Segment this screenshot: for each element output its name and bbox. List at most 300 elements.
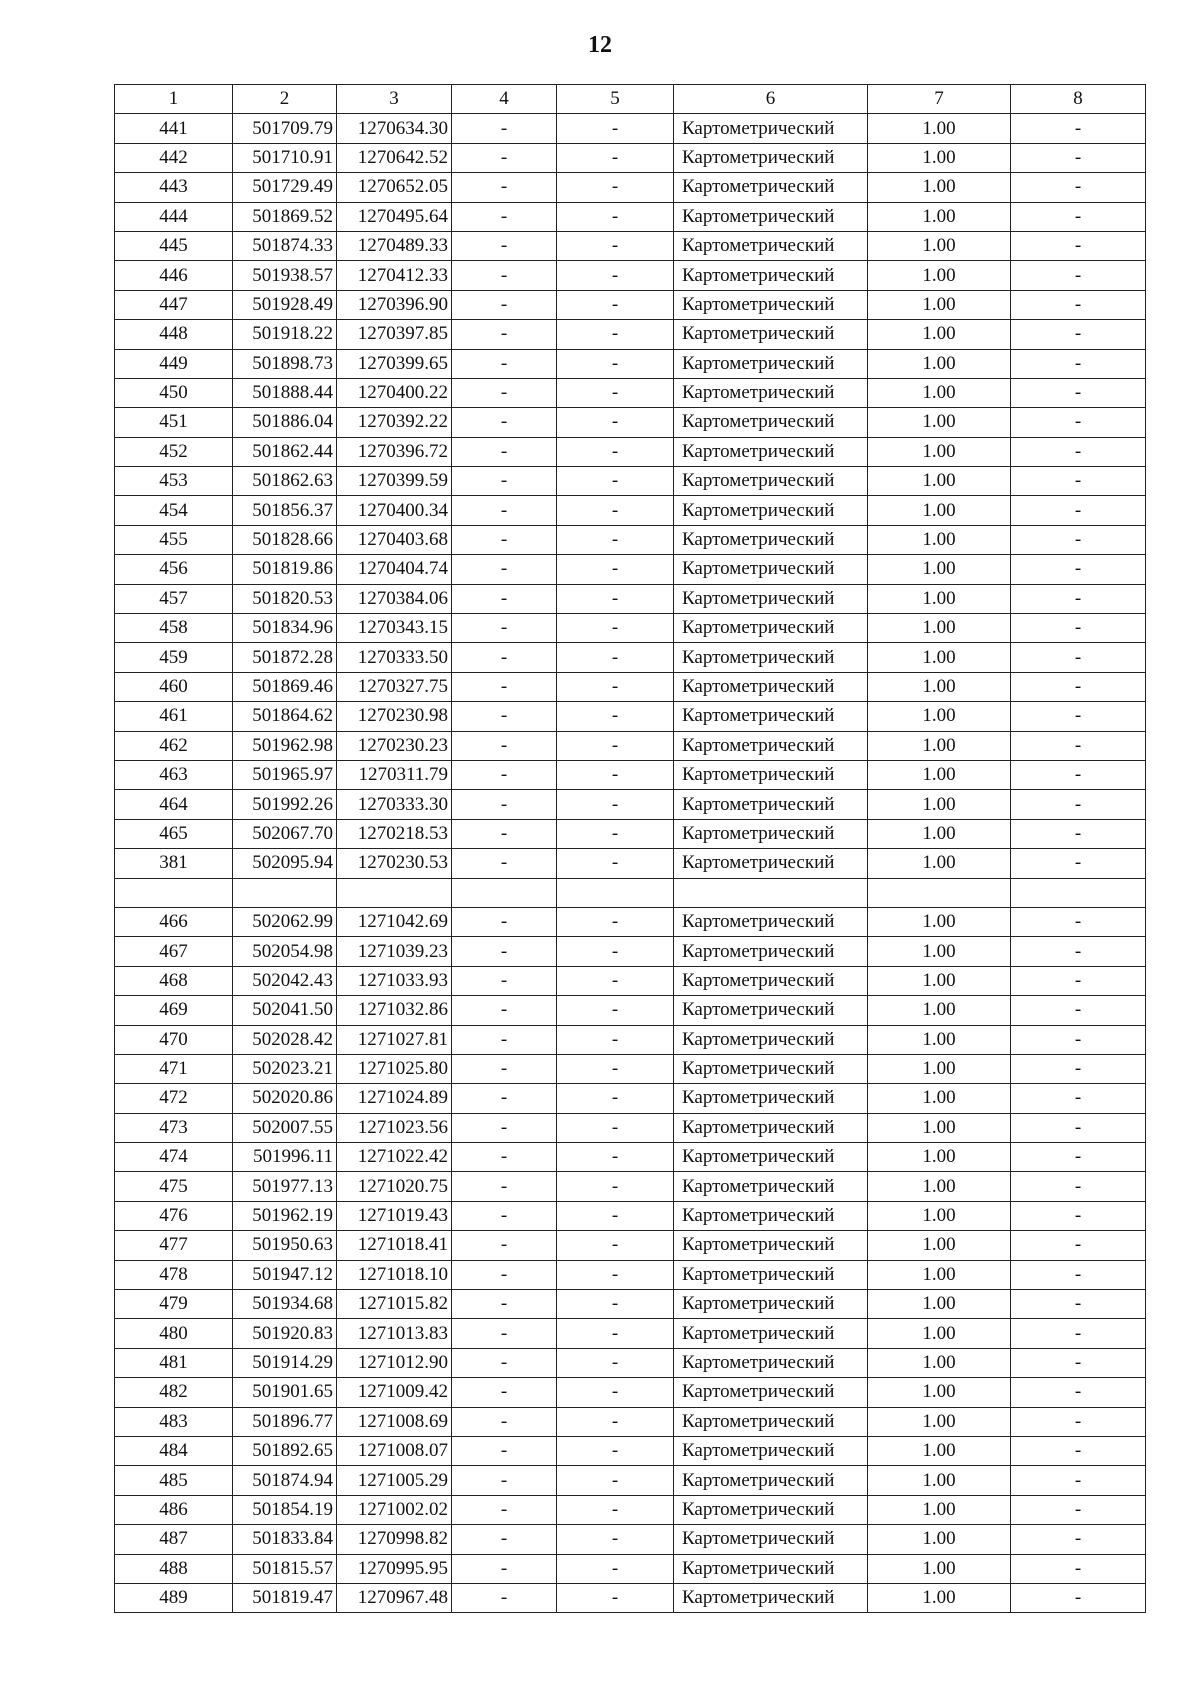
precision-cell: 1.00: [868, 261, 1011, 290]
column-4-cell: -: [452, 996, 557, 1025]
y-coordinate-cell: 1270230.23: [337, 731, 452, 760]
y-coordinate-cell: 1270218.53: [337, 819, 452, 848]
point-number-cell: 468: [115, 966, 233, 995]
point-number-cell: 470: [115, 1025, 233, 1054]
column-4-cell: -: [452, 1407, 557, 1436]
column-8-cell: -: [1011, 1054, 1146, 1083]
y-coordinate-cell: 1270333.30: [337, 790, 452, 819]
column-4-cell: -: [452, 614, 557, 643]
point-number-cell: 453: [115, 467, 233, 496]
method-cell: Картометрический: [674, 1201, 868, 1230]
table-row: [115, 1143, 1146, 1172]
y-coordinate-cell: 1270400.34: [337, 496, 452, 525]
x-coordinate-cell: 501862.63: [233, 467, 337, 496]
precision-cell: 1.00: [868, 437, 1011, 466]
column-8-cell: -: [1011, 1583, 1146, 1612]
precision-cell: 1.00: [868, 173, 1011, 202]
y-coordinate-cell: 1270392.22: [337, 408, 452, 437]
column-header: 7: [868, 85, 1011, 114]
column-4-cell: -: [452, 1113, 557, 1142]
point-number-cell: 482: [115, 1378, 233, 1407]
column-8-cell: -: [1011, 1025, 1146, 1054]
point-number-cell: 475: [115, 1172, 233, 1201]
x-coordinate-cell: 501928.49: [233, 290, 337, 319]
table-row: [115, 408, 1146, 437]
table-row: [115, 496, 1146, 525]
column-8-cell: [1011, 878, 1146, 907]
column-4-cell: -: [452, 672, 557, 701]
column-header: 3: [337, 85, 452, 114]
precision-cell: 1.00: [868, 1172, 1011, 1201]
column-4-cell: -: [452, 1495, 557, 1524]
column-5-cell: -: [557, 1113, 674, 1142]
point-number-cell: 471: [115, 1054, 233, 1083]
precision-cell: 1.00: [868, 320, 1011, 349]
table-row: [115, 1525, 1146, 1554]
method-cell: Картометрический: [674, 1113, 868, 1142]
point-number-cell: 479: [115, 1290, 233, 1319]
column-4-cell: -: [452, 1466, 557, 1495]
column-4-cell: -: [452, 1172, 557, 1201]
table-row: [115, 378, 1146, 407]
column-5-cell: -: [557, 1583, 674, 1612]
column-8-cell: -: [1011, 907, 1146, 936]
column-8-cell: -: [1011, 1084, 1146, 1113]
column-5-cell: -: [557, 114, 674, 143]
point-number-cell: 476: [115, 1201, 233, 1230]
x-coordinate-cell: 501947.12: [233, 1260, 337, 1289]
method-cell: Картометрический: [674, 1260, 868, 1289]
column-4-cell: -: [452, 1260, 557, 1289]
table-row: [115, 937, 1146, 966]
x-coordinate-cell: 501896.77: [233, 1407, 337, 1436]
method-cell: Картометрический: [674, 1466, 868, 1495]
column-5-cell: -: [557, 584, 674, 613]
x-coordinate-cell: 501938.57: [233, 261, 337, 290]
precision-cell: [868, 878, 1011, 907]
precision-cell: 1.00: [868, 1466, 1011, 1495]
y-coordinate-cell: 1270967.48: [337, 1583, 452, 1612]
y-coordinate-cell: 1271015.82: [337, 1290, 452, 1319]
precision-cell: 1.00: [868, 643, 1011, 672]
point-number-cell: 442: [115, 143, 233, 172]
point-number-cell: 469: [115, 996, 233, 1025]
method-cell: Картометрический: [674, 261, 868, 290]
column-8-cell: -: [1011, 849, 1146, 878]
method-cell: Картометрический: [674, 731, 868, 760]
column-4-cell: -: [452, 349, 557, 378]
y-coordinate-cell: 1270489.33: [337, 231, 452, 260]
table-row: [115, 1378, 1146, 1407]
column-4-cell: -: [452, 261, 557, 290]
precision-cell: 1.00: [868, 584, 1011, 613]
column-5-cell: -: [557, 614, 674, 643]
precision-cell: 1.00: [868, 290, 1011, 319]
column-4-cell: -: [452, 1143, 557, 1172]
table-row: [115, 1054, 1146, 1083]
precision-cell: 1.00: [868, 496, 1011, 525]
method-cell: Картометрический: [674, 202, 868, 231]
column-5-cell: -: [557, 173, 674, 202]
column-4-cell: -: [452, 1436, 557, 1465]
table-row: [115, 849, 1146, 878]
column-5-cell: -: [557, 1495, 674, 1524]
precision-cell: 1.00: [868, 1525, 1011, 1554]
precision-cell: 1.00: [868, 1348, 1011, 1377]
point-number-cell: 449: [115, 349, 233, 378]
column-8-cell: -: [1011, 731, 1146, 760]
method-cell: Картометрический: [674, 1495, 868, 1524]
method-cell: Картометрический: [674, 1084, 868, 1113]
y-coordinate-cell: 1270404.74: [337, 555, 452, 584]
precision-cell: 1.00: [868, 819, 1011, 848]
method-cell: Картометрический: [674, 790, 868, 819]
column-8-cell: -: [1011, 143, 1146, 172]
column-4-cell: -: [452, 1525, 557, 1554]
precision-cell: 1.00: [868, 1319, 1011, 1348]
x-coordinate-cell: 501864.62: [233, 702, 337, 731]
column-4-cell: -: [452, 525, 557, 554]
column-4-cell: -: [452, 1201, 557, 1230]
x-coordinate-cell: 501901.65: [233, 1378, 337, 1407]
column-8-cell: -: [1011, 1348, 1146, 1377]
table-row: [115, 320, 1146, 349]
y-coordinate-cell: 1271013.83: [337, 1319, 452, 1348]
column-8-cell: -: [1011, 231, 1146, 260]
column-5-cell: -: [557, 1025, 674, 1054]
column-4-cell: -: [452, 320, 557, 349]
method-cell: Картометрический: [674, 1172, 868, 1201]
method-cell: Картометрический: [674, 408, 868, 437]
column-8-cell: -: [1011, 672, 1146, 701]
x-coordinate-cell: 501815.57: [233, 1554, 337, 1583]
precision-cell: 1.00: [868, 1436, 1011, 1465]
x-coordinate-cell: 501950.63: [233, 1231, 337, 1260]
table-row: [115, 1025, 1146, 1054]
x-coordinate-cell: 501977.13: [233, 1172, 337, 1201]
column-4-cell: -: [452, 937, 557, 966]
point-number-cell: 455: [115, 525, 233, 554]
column-5-cell: -: [557, 437, 674, 466]
column-4-cell: -: [452, 1378, 557, 1407]
table-row: [115, 231, 1146, 260]
table-row: [115, 1290, 1146, 1319]
column-4-cell: -: [452, 231, 557, 260]
x-coordinate-cell: 501854.19: [233, 1495, 337, 1524]
method-cell: Картометрический: [674, 467, 868, 496]
column-8-cell: -: [1011, 1407, 1146, 1436]
precision-cell: 1.00: [868, 1290, 1011, 1319]
y-coordinate-cell: 1271023.56: [337, 1113, 452, 1142]
table-row: [115, 1554, 1146, 1583]
point-number-cell: 473: [115, 1113, 233, 1142]
table-row: [115, 555, 1146, 584]
column-5-cell: -: [557, 907, 674, 936]
column-8-cell: -: [1011, 1495, 1146, 1524]
y-coordinate-cell: 1271020.75: [337, 1172, 452, 1201]
column-8-cell: -: [1011, 996, 1146, 1025]
method-cell: Картометрический: [674, 496, 868, 525]
column-4-cell: -: [452, 966, 557, 995]
precision-cell: 1.00: [868, 614, 1011, 643]
column-5-cell: -: [557, 702, 674, 731]
table-row: [115, 290, 1146, 319]
precision-cell: 1.00: [868, 1201, 1011, 1230]
column-5-cell: -: [557, 819, 674, 848]
column-4-cell: -: [452, 1231, 557, 1260]
column-8-cell: -: [1011, 1525, 1146, 1554]
method-cell: Картометрический: [674, 966, 868, 995]
table-row: [115, 672, 1146, 701]
x-coordinate-cell: 501872.28: [233, 643, 337, 672]
column-4-cell: -: [452, 496, 557, 525]
y-coordinate-cell: 1271002.02: [337, 1495, 452, 1524]
column-8-cell: -: [1011, 525, 1146, 554]
method-cell: Картометрический: [674, 614, 868, 643]
column-8-cell: -: [1011, 320, 1146, 349]
method-cell: Картометрический: [674, 1378, 868, 1407]
precision-cell: 1.00: [868, 143, 1011, 172]
point-number-cell: 441: [115, 114, 233, 143]
y-coordinate-cell: 1270399.65: [337, 349, 452, 378]
column-8-cell: -: [1011, 614, 1146, 643]
precision-cell: 1.00: [868, 937, 1011, 966]
column-5-cell: -: [557, 996, 674, 1025]
method-cell: Картометрический: [674, 1319, 868, 1348]
precision-cell: 1.00: [868, 996, 1011, 1025]
column-header: 6: [674, 85, 868, 114]
table-row: [115, 878, 1146, 907]
y-coordinate-cell: 1270311.79: [337, 760, 452, 789]
x-coordinate-cell: 501874.33: [233, 231, 337, 260]
column-8-cell: -: [1011, 643, 1146, 672]
column-header: 8: [1011, 85, 1146, 114]
table-row: [115, 1231, 1146, 1260]
x-coordinate-cell: 501965.97: [233, 760, 337, 789]
table-row: [115, 1466, 1146, 1495]
method-cell: Картометрический: [674, 173, 868, 202]
precision-cell: 1.00: [868, 760, 1011, 789]
precision-cell: 1.00: [868, 1231, 1011, 1260]
column-5-cell: -: [557, 1201, 674, 1230]
x-coordinate-cell: 501992.26: [233, 790, 337, 819]
y-coordinate-cell: 1270397.85: [337, 320, 452, 349]
column-8-cell: -: [1011, 1201, 1146, 1230]
column-5-cell: -: [557, 261, 674, 290]
column-8-cell: -: [1011, 584, 1146, 613]
table-row: [115, 261, 1146, 290]
point-number-cell: 444: [115, 202, 233, 231]
column-8-cell: -: [1011, 1554, 1146, 1583]
table-row: [115, 1319, 1146, 1348]
y-coordinate-cell: 1271039.23: [337, 937, 452, 966]
method-cell: Картометрический: [674, 1290, 868, 1319]
method-cell: Картометрический: [674, 819, 868, 848]
precision-cell: 1.00: [868, 790, 1011, 819]
point-number-cell: 489: [115, 1583, 233, 1612]
y-coordinate-cell: 1270396.90: [337, 290, 452, 319]
method-cell: Картометрический: [674, 143, 868, 172]
column-5-cell: -: [557, 643, 674, 672]
method-cell: Картометрический: [674, 702, 868, 731]
precision-cell: 1.00: [868, 378, 1011, 407]
column-8-cell: -: [1011, 408, 1146, 437]
column-5-cell: -: [557, 760, 674, 789]
column-8-cell: -: [1011, 1260, 1146, 1289]
column-header: 2: [233, 85, 337, 114]
method-cell: Картометрический: [674, 672, 868, 701]
column-4-cell: -: [452, 702, 557, 731]
y-coordinate-cell: 1271033.93: [337, 966, 452, 995]
point-number-cell: 448: [115, 320, 233, 349]
y-coordinate-cell: 1271027.81: [337, 1025, 452, 1054]
table-row: [115, 202, 1146, 231]
x-coordinate-cell: 502095.94: [233, 849, 337, 878]
y-coordinate-cell: 1270399.59: [337, 467, 452, 496]
point-number-cell: 461: [115, 702, 233, 731]
column-5-cell: -: [557, 1378, 674, 1407]
method-cell: Картометрический: [674, 1025, 868, 1054]
column-5-cell: -: [557, 966, 674, 995]
table-row: [115, 467, 1146, 496]
y-coordinate-cell: 1270998.82: [337, 1525, 452, 1554]
column-header: 1: [115, 85, 233, 114]
column-8-cell: -: [1011, 760, 1146, 789]
point-number-cell: 485: [115, 1466, 233, 1495]
column-5-cell: -: [557, 320, 674, 349]
method-cell: Картометрический: [674, 1054, 868, 1083]
column-5-cell: -: [557, 467, 674, 496]
column-4-cell: -: [452, 819, 557, 848]
table-row: [115, 819, 1146, 848]
y-coordinate-cell: 1271008.07: [337, 1436, 452, 1465]
x-coordinate-cell: 501886.04: [233, 408, 337, 437]
method-cell: Картометрический: [674, 849, 868, 878]
column-4-cell: -: [452, 173, 557, 202]
column-5-cell: -: [557, 1084, 674, 1113]
column-4-cell: -: [452, 143, 557, 172]
method-cell: Картометрический: [674, 643, 868, 672]
column-4-cell: -: [452, 643, 557, 672]
x-coordinate-cell: 501962.98: [233, 731, 337, 760]
method-cell: Картометрический: [674, 231, 868, 260]
point-number-cell: 443: [115, 173, 233, 202]
point-number-cell: 464: [115, 790, 233, 819]
point-number-cell: 456: [115, 555, 233, 584]
precision-cell: 1.00: [868, 1407, 1011, 1436]
page-number: 12: [588, 32, 612, 58]
x-coordinate-cell: 502062.99: [233, 907, 337, 936]
table-body: [115, 114, 1146, 1613]
y-coordinate-cell: 1270343.15: [337, 614, 452, 643]
x-coordinate-cell: 501819.47: [233, 1583, 337, 1612]
y-coordinate-cell: 1270412.33: [337, 261, 452, 290]
point-number-cell: 484: [115, 1436, 233, 1465]
method-cell: Картометрический: [674, 114, 868, 143]
column-5-cell: -: [557, 378, 674, 407]
column-8-cell: -: [1011, 1378, 1146, 1407]
column-4-cell: -: [452, 849, 557, 878]
x-coordinate-cell: 501828.66: [233, 525, 337, 554]
column-4-cell: -: [452, 731, 557, 760]
x-coordinate-cell: 502054.98: [233, 937, 337, 966]
point-number-cell: 481: [115, 1348, 233, 1377]
point-number-cell: 466: [115, 907, 233, 936]
column-5-cell: -: [557, 290, 674, 319]
column-5-cell: -: [557, 555, 674, 584]
method-cell: Картометрический: [674, 907, 868, 936]
table-row: [115, 1407, 1146, 1436]
x-coordinate-cell: 502067.70: [233, 819, 337, 848]
column-8-cell: -: [1011, 1466, 1146, 1495]
column-4-cell: -: [452, 1084, 557, 1113]
point-number-cell: 477: [115, 1231, 233, 1260]
column-4-cell: -: [452, 555, 557, 584]
point-number-cell: 454: [115, 496, 233, 525]
x-coordinate-cell: 502042.43: [233, 966, 337, 995]
y-coordinate-cell: 1271025.80: [337, 1054, 452, 1083]
column-4-cell: -: [452, 290, 557, 319]
table-row: [115, 1583, 1146, 1612]
point-number-cell: 450: [115, 378, 233, 407]
y-coordinate-cell: 1271018.41: [337, 1231, 452, 1260]
y-coordinate-cell: 1271005.29: [337, 1466, 452, 1495]
column-8-cell: -: [1011, 1319, 1146, 1348]
column-header: 4: [452, 85, 557, 114]
y-coordinate-cell: 1271024.89: [337, 1084, 452, 1113]
x-coordinate-cell: 502041.50: [233, 996, 337, 1025]
x-coordinate-cell: 501898.73: [233, 349, 337, 378]
point-number-cell: 483: [115, 1407, 233, 1436]
point-number-cell: 467: [115, 937, 233, 966]
x-coordinate-cell: 501856.37: [233, 496, 337, 525]
column-4-cell: -: [452, 584, 557, 613]
x-coordinate-cell: 501914.29: [233, 1348, 337, 1377]
y-coordinate-cell: 1270333.50: [337, 643, 452, 672]
precision-cell: 1.00: [868, 966, 1011, 995]
method-cell: Картометрический: [674, 996, 868, 1025]
table-row: [115, 731, 1146, 760]
method-cell: Картометрический: [674, 320, 868, 349]
column-header: 5: [557, 85, 674, 114]
precision-cell: 1.00: [868, 467, 1011, 496]
table-row: [115, 173, 1146, 202]
table-row: [115, 966, 1146, 995]
column-4-cell: -: [452, 437, 557, 466]
column-8-cell: -: [1011, 1231, 1146, 1260]
y-coordinate-cell: 1270230.53: [337, 849, 452, 878]
precision-cell: 1.00: [868, 349, 1011, 378]
column-8-cell: -: [1011, 114, 1146, 143]
column-8-cell: -: [1011, 1113, 1146, 1142]
column-4-cell: [452, 878, 557, 907]
table-row: [115, 437, 1146, 466]
column-4-cell: -: [452, 1290, 557, 1319]
x-coordinate-cell: 501820.53: [233, 584, 337, 613]
y-coordinate-cell: 1270642.52: [337, 143, 452, 172]
method-cell: Картометрический: [674, 1348, 868, 1377]
point-number-cell: [115, 878, 233, 907]
column-5-cell: -: [557, 1172, 674, 1201]
precision-cell: 1.00: [868, 731, 1011, 760]
point-number-cell: 462: [115, 731, 233, 760]
x-coordinate-cell: 501888.44: [233, 378, 337, 407]
column-5-cell: -: [557, 1143, 674, 1172]
table-row: [115, 760, 1146, 789]
column-4-cell: -: [452, 467, 557, 496]
column-8-cell: -: [1011, 437, 1146, 466]
column-4-cell: -: [452, 378, 557, 407]
